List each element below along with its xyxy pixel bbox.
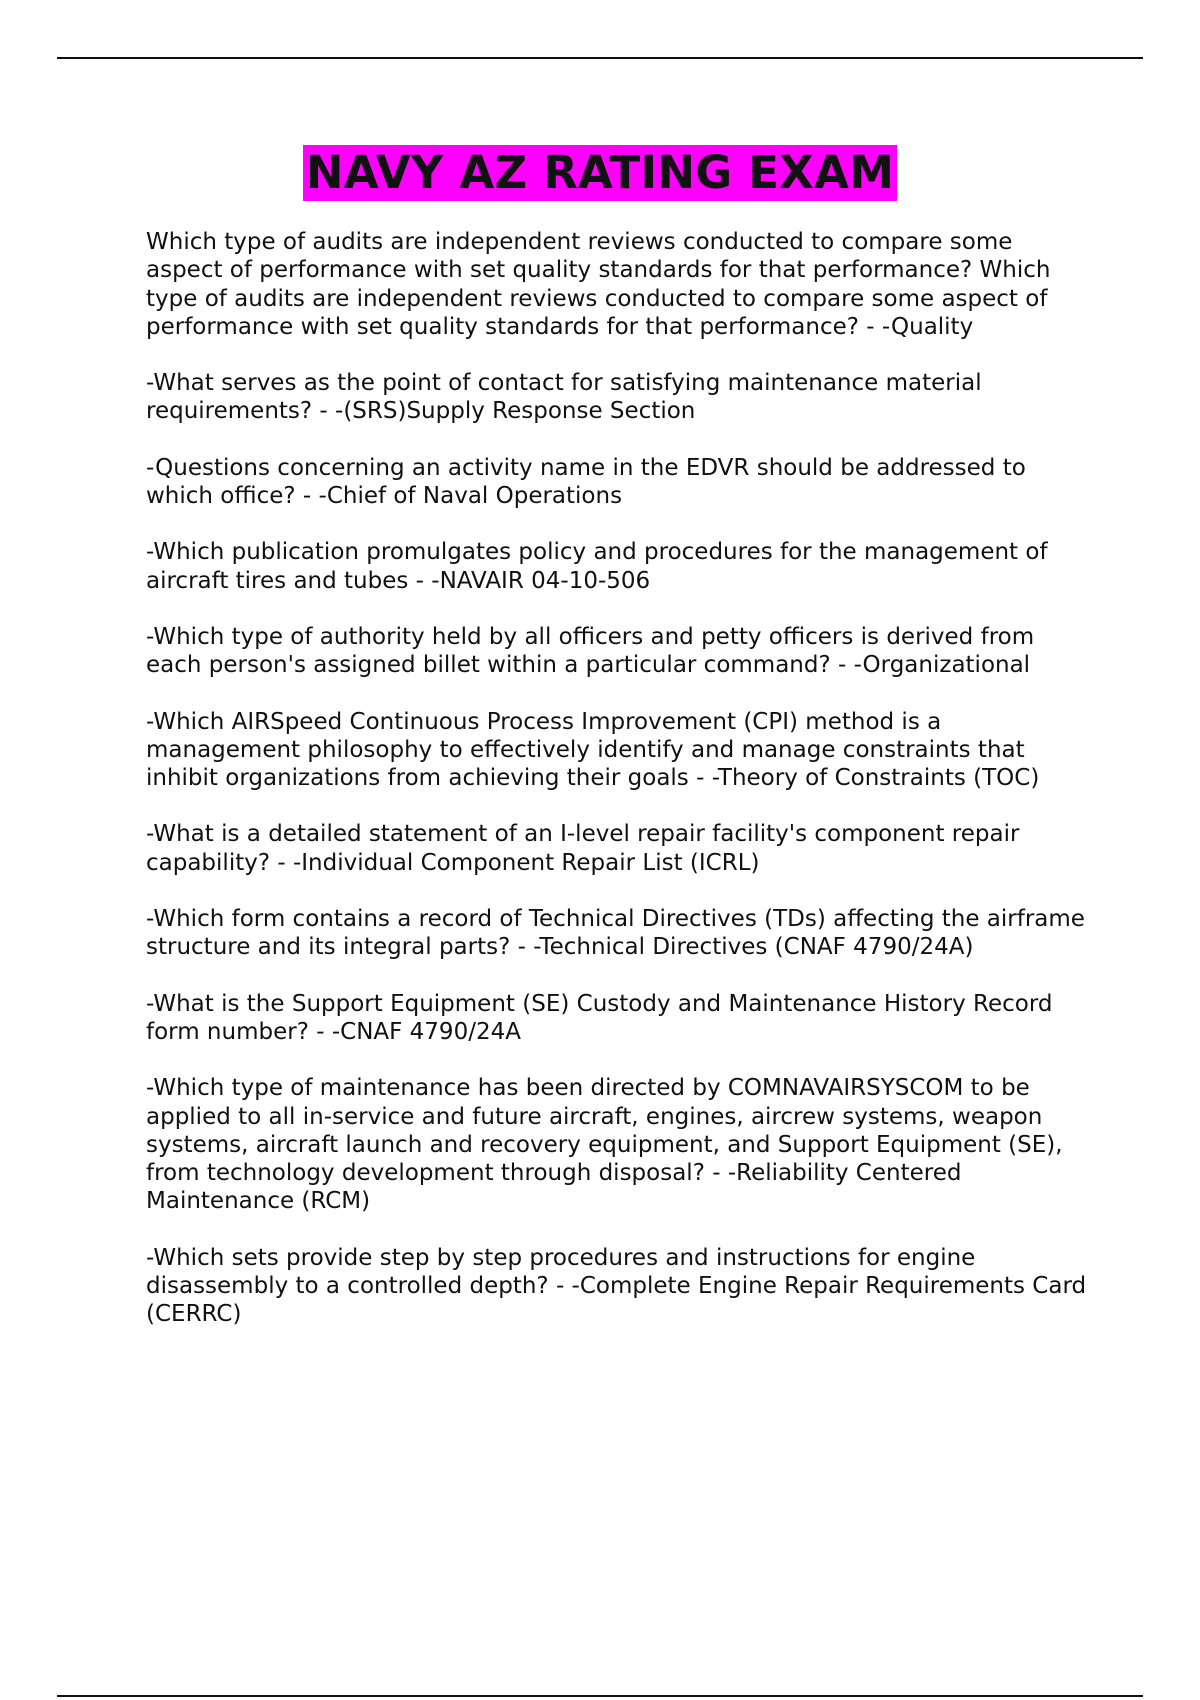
bottom-rule — [57, 1695, 1143, 1697]
qa-item: -Which type of maintenance has been directed by COMNAVAIRSYSCOM to be applied to all in-service and future aircraft, engines, aircrew systems, weapon systems, aircraft launch and recovery equipment, and Support Equipment (SE), from technology development through disposal? - -Reliability Centered Maintenance (RCM) — [146, 1075, 1063, 1215]
title-area — [0, 145, 1200, 201]
qa-item: -Which AIRSpeed Continuous Process Improvement (CPI) method is a management philosophy to effectively identify and manage constraints that inhibit organizations from achieving their goals - -Theory of Constraints (TOC) — [146, 708, 1040, 792]
qa-item: -What serves as the point of contact for satisfying maintenance material requirements? - -(SRS)Supply Response Section — [146, 370, 982, 425]
top-rule — [57, 57, 1143, 59]
page-title: NAVY AZ RATING EXAM — [303, 145, 897, 201]
qa-item: -Which sets provide step by step procedures and instructions for engine disassembly to a controlled depth? - -Complete Engine Repair Requirements Card (CERRC) — [146, 1244, 1087, 1328]
qa-item: -What is a detailed statement of an I-level repair facility's component repair capability? - -Individual Component Repair List (ICRL) — [146, 821, 1020, 876]
qa-item: -Which form contains a record of Technical Directives (TDs) affecting the airframe structure and its integral parts? - -Technical Directives (CNAF 4790/24A) — [146, 906, 1085, 961]
qa-item: -Which type of authority held by all officers and petty officers is derived from each person's assigned billet within a particular command? - -Organizational — [146, 623, 1035, 679]
qa-item: -What is the Support Equipment (SE) Custody and Maintenance History Record form number? - -CNAF 4790/24A — [146, 990, 1053, 1045]
qa-list — [146, 228, 1096, 1357]
qa-item: -Questions concerning an activity name in the EDVR should be addressed to which office? - -Chief of Naval Operations — [146, 454, 1026, 510]
qa-item: Which type of audits are independent reviews conducted to compare some aspect of performance with set quality standards for that performance? Which type of audits are independent reviews conducted to compare some aspect of performance with set quality standards for that performance? - -Quality — [146, 229, 1051, 340]
qa-item: -Which publication promulgates policy and procedures for the management of aircraft tires and tubes - -NAVAIR 04-10-506 — [146, 539, 1048, 594]
